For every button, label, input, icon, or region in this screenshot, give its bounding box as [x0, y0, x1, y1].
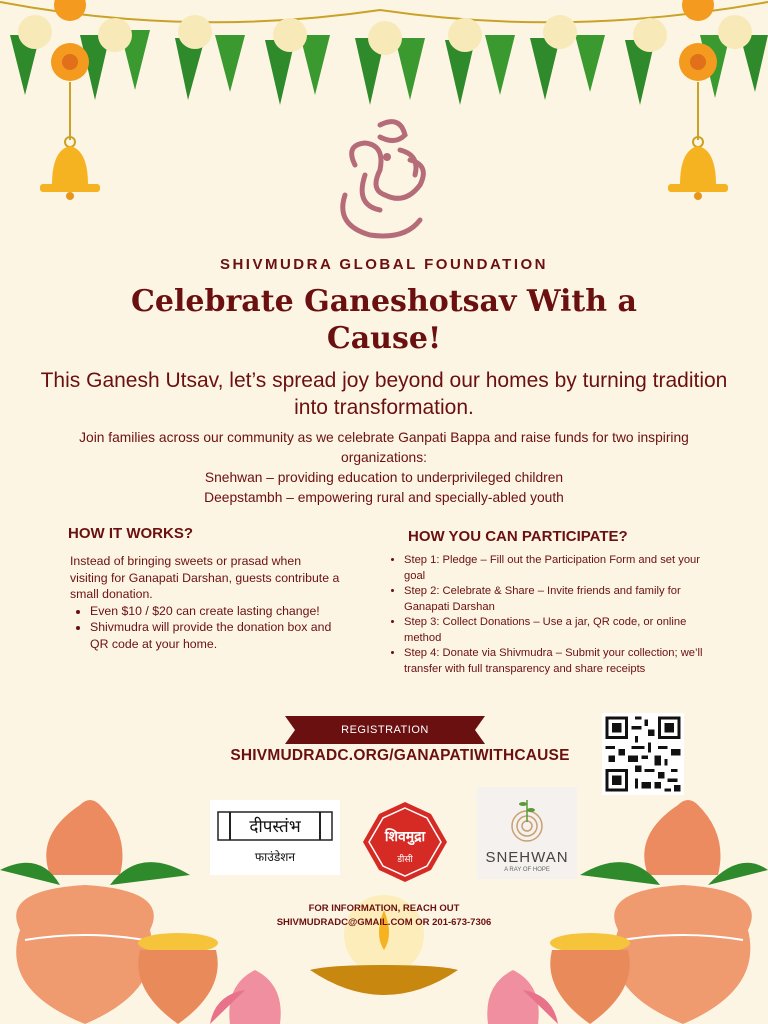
snehwan-tagline: A RAY OF HOPE — [504, 867, 550, 873]
lotus-left-icon — [210, 970, 281, 1024]
snehwan-name: SNEHWAN — [485, 849, 569, 866]
how-it-works-body — [70, 553, 340, 652]
bell-left-icon — [40, 137, 100, 200]
how-it-works-heading: HOW IT WORKS? — [68, 525, 193, 542]
intro-snehwan: Snehwan – providing education to underprivileged children — [204, 470, 564, 485]
qr-code[interactable] — [602, 713, 684, 795]
marigold-left — [51, 0, 89, 140]
intro-line: Join families across our community as we celebrate Ganpati Bappa and raise funds for two inspiring organizations: — [79, 430, 689, 465]
list-item: • Even $10 / $20 can create lasting change! — [90, 603, 340, 620]
contact-heading: FOR INFORMATION, REACH OUT — [308, 903, 460, 914]
registration-label: REGISTRATION — [341, 724, 429, 736]
step-item: • Step 1: Pledge – Fill out the Participation Form and set your goal — [404, 553, 710, 584]
coin-pot-left-icon — [138, 933, 218, 1024]
how-it-works-text: Instead of bringing sweets or prasad when visiting for Ganapati Darshan, guests contribute a small donation. — [70, 554, 340, 601]
subtitle: This Ganesh Utsav, let’s spread joy beyond our homes by turning tradition into transformation. — [40, 369, 728, 419]
intro-text — [40, 428, 728, 508]
intro-deepstambh: Deepstambh – empowering rural and specially-abled youth — [204, 490, 564, 505]
step-item: • Step 4: Donate via Shivmudra – Submit your collection; we’ll transfer with full transparency and share receipts — [404, 646, 710, 677]
contact-details[interactable]: SHIVMUDRADC@GMAIL.COM OR 201-673-7306 — [276, 917, 492, 928]
page-title: Celebrate Ganeshotsav With a Cause! — [131, 284, 637, 356]
deepstambh-subname: फाउंडेशन — [254, 850, 296, 864]
how-it-works-list — [70, 603, 340, 653]
lotus-right-icon — [487, 970, 558, 1024]
bell-right-icon — [668, 137, 728, 200]
shivmudra-subname: डीसी — [397, 855, 413, 865]
step-item: • Step 3: Collect Donations – Use a jar, QR code, or online method — [404, 615, 710, 646]
organization-name: SHIVMUDRA GLOBAL FOUNDATION — [219, 256, 549, 273]
coin-pot-right-icon — [550, 933, 630, 1024]
ganesh-logo-icon — [325, 115, 440, 247]
deepstambh-name: दीपस्तंभ — [249, 817, 301, 837]
list-item: • Shivmudra will provide the donation box and QR code at your home. — [90, 619, 340, 652]
participate-heading: HOW YOU CAN PARTICIPATE? — [408, 528, 628, 545]
marigold-right — [679, 0, 717, 140]
registration-link[interactable]: SHIVMUDRADC.ORG/GANAPATIWITHCAUSE — [230, 747, 570, 764]
participate-steps — [390, 553, 710, 677]
contact-info — [220, 902, 548, 930]
shivmudra-name: शिवमुद्रा — [384, 829, 426, 845]
step-item: • Step 2: Celebrate & Share – Invite friends and family for Ganapati Darshan — [404, 584, 710, 615]
